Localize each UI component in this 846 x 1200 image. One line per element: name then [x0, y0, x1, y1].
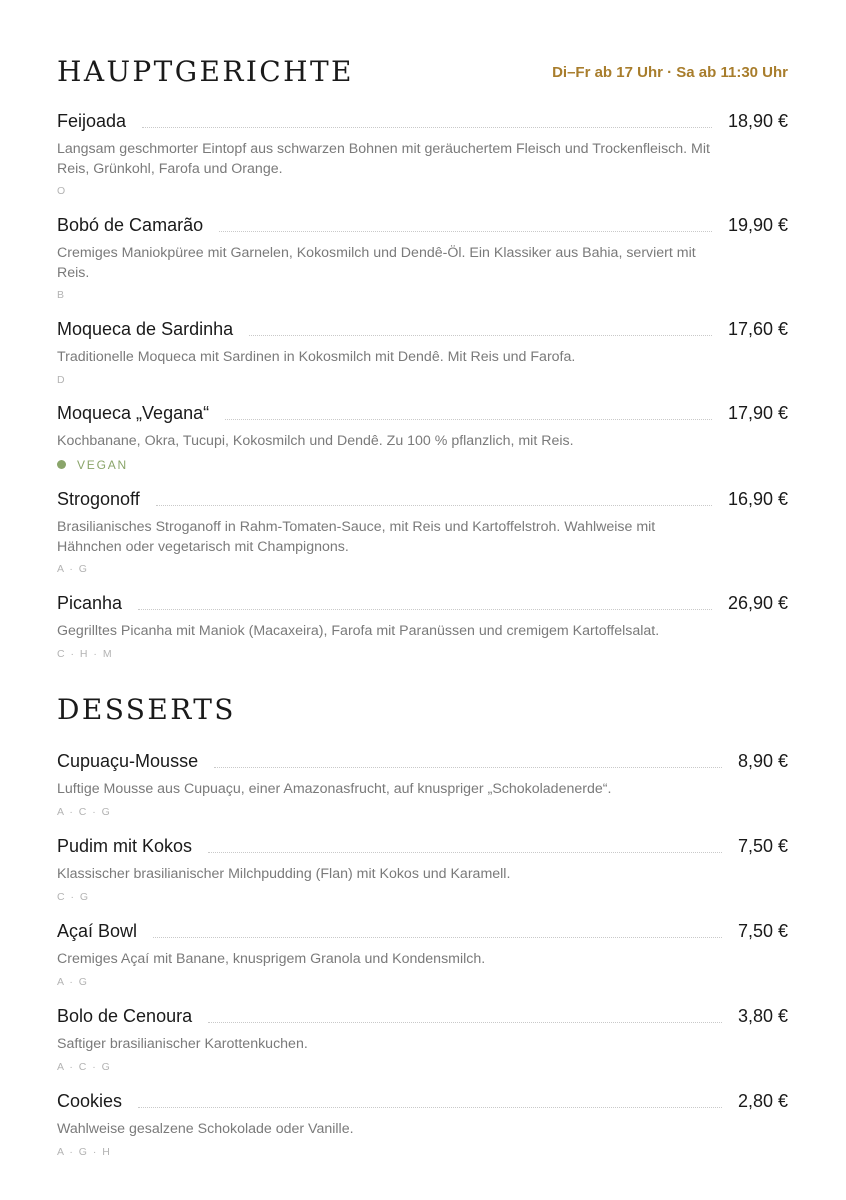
menu-item-bolo-de-cenoura — [57, 1003, 788, 1074]
item-line — [57, 486, 788, 512]
item-price: 17,90 € — [727, 403, 788, 423]
dot-leader — [219, 231, 712, 232]
allergen-codes: A · G — [57, 975, 89, 988]
item-price: 26,90 € — [727, 593, 788, 613]
dot-leader — [138, 1107, 722, 1108]
main-dishes-title: HAUPTGERICHTE — [57, 55, 354, 88]
item-description: Luftige Mousse aus Cupuaçu, einer Amazonasfrucht, auf knuspriger „Schokoladenerde“. — [57, 781, 612, 797]
item-line — [57, 918, 788, 944]
menu-item-cookies — [57, 1088, 788, 1159]
item-price: 16,90 € — [727, 489, 788, 509]
item-name: Bolo de Cenoura — [57, 1006, 193, 1026]
item-line — [57, 316, 788, 342]
item-description: Langsam geschmorter Eintopf aus schwarzen Bohnen mit geräuchertem Fleisch und Trockenfleisch. Mit Reis, Grünkohl, Farofa und Orange. — [57, 141, 710, 177]
item-description: Wahlweise gesalzene Schokolade oder Vanille. — [57, 1121, 354, 1137]
dot-leader — [208, 1022, 722, 1023]
item-description: Kochbanane, Okra, Tucupi, Kokosmilch und Dendê. Zu 100 % pflanzlich, mit Reis. — [57, 433, 574, 449]
item-name: Moqueca „Vegana“ — [57, 403, 210, 423]
item-description: Brasilianisches Stroganoff in Rahm-Tomaten-Sauce, mit Reis und Kartoffelstroh. Wahlweise mit Hähnchen oder vegetarisch mit Champignons. — [57, 519, 656, 555]
item-price: 19,90 € — [727, 215, 788, 235]
item-price: 7,50 € — [737, 921, 788, 941]
item-description: Cremiges Açaí mit Banane, knusprigem Granola und Kondensmilch. — [57, 951, 486, 967]
menu-item-moqueca-vegana — [57, 400, 788, 472]
item-price: 3,80 € — [737, 1006, 788, 1026]
item-price: 17,60 € — [727, 319, 788, 339]
item-line — [57, 108, 788, 134]
menu-item-moqueca-de-sardinha — [57, 316, 788, 387]
dot-leader — [214, 767, 722, 768]
menu-item-cupuacu-mousse — [57, 748, 788, 819]
allergen-codes: D — [57, 373, 67, 386]
allergen-codes: A · C · G — [57, 805, 112, 818]
item-price: 18,90 € — [727, 111, 788, 131]
menu-item-strogonoff — [57, 486, 788, 576]
item-description: Gegrilltes Picanha mit Maniok (Macaxeira), Farofa mit Paranüssen und cremigem Kartoffelsalat. — [57, 623, 660, 639]
item-name: Cupuaçu-Mousse — [57, 751, 199, 771]
allergen-codes: A · G — [57, 563, 89, 575]
item-name: Strogonoff — [57, 489, 140, 509]
item-name: Moqueca de Sardinha — [57, 319, 234, 339]
allergen-codes: O — [57, 185, 67, 197]
menu-item-picanha — [57, 590, 788, 661]
item-price: 8,90 € — [737, 751, 788, 771]
main-dishes-header — [57, 52, 788, 92]
menu-item-acai-bowl — [57, 918, 788, 989]
allergen-codes: B — [57, 289, 66, 301]
item-description: Cremiges Maniokpüree mit Garnelen, Kokosmilch und Dendê-Öl. Ein Klassiker aus Bahia, serviert mit Reis. — [57, 245, 696, 281]
menu-item-feijoada — [57, 108, 788, 198]
dot-leader — [225, 419, 712, 420]
allergen-codes: C · H · M — [57, 647, 114, 660]
vegan-dot-icon — [57, 460, 66, 469]
vegan-label: VEGAN — [77, 457, 129, 472]
allergen-codes: C · G — [57, 890, 90, 903]
dot-leader — [156, 505, 712, 506]
item-line — [57, 1003, 788, 1029]
item-description: Klassischer brasilianischer Milchpudding (Flan) mit Kokos und Karamell. — [57, 866, 511, 882]
dot-leader — [138, 609, 712, 610]
item-name: Bobó de Camarão — [57, 215, 204, 235]
item-line — [57, 590, 788, 616]
item-line — [57, 212, 788, 238]
menu-item-bobo-de-camarao — [57, 212, 788, 302]
dot-leader — [142, 127, 712, 128]
dot-leader — [208, 852, 722, 853]
menu-item-pudim-mit-kokos — [57, 833, 788, 904]
vegan-badge — [57, 458, 788, 472]
item-name: Picanha — [57, 593, 123, 613]
item-line — [57, 833, 788, 859]
item-name: Açaí Bowl — [57, 921, 138, 941]
item-line — [57, 400, 788, 426]
item-name: Cookies — [57, 1091, 123, 1111]
item-description: Traditionelle Moqueca mit Sardinen in Kokosmilch mit Dendê. Mit Reis und Farofa. — [57, 349, 576, 365]
item-line — [57, 748, 788, 774]
item-line — [57, 1088, 788, 1114]
desserts-title: DESSERTS — [57, 693, 236, 726]
allergen-codes: A · G · H — [57, 1145, 112, 1158]
dot-leader — [153, 937, 722, 938]
item-name: Pudim mit Kokos — [57, 836, 193, 856]
item-price: 7,50 € — [737, 836, 788, 856]
desserts-header — [57, 690, 788, 730]
allergen-codes: A · C · G — [57, 1060, 112, 1073]
dot-leader — [249, 335, 712, 336]
item-price: 2,80 € — [737, 1091, 788, 1111]
item-description: Saftiger brasilianischer Karottenkuchen. — [57, 1036, 308, 1052]
item-name: Feijoada — [57, 111, 127, 131]
opening-hours-note: Di–Fr ab 17 Uhr · Sa ab 11:30 Uhr — [552, 64, 788, 81]
